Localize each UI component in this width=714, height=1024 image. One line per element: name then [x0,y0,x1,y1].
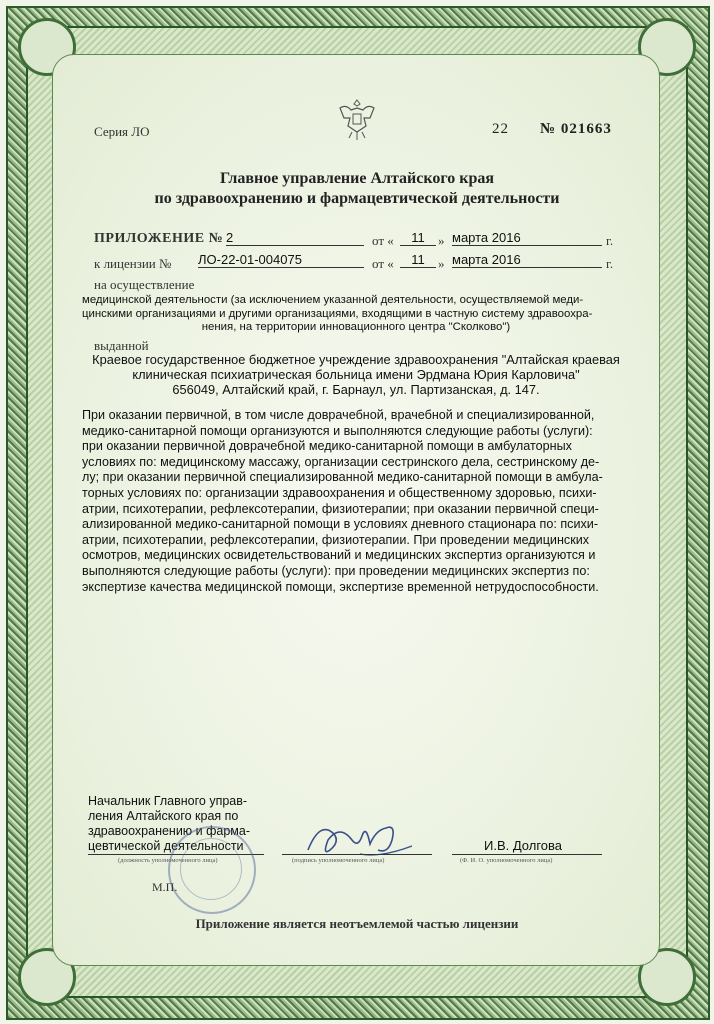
services-line: атрии, психотерапии, рефлексотерапии, физиотерапии; при оказании первичной специ- [82,501,599,516]
organization-address: 656049, Алтайский край, г. Барнаул, ул. Партизанская, д. 147. [172,382,540,397]
position-line: Начальник Главного управ- [88,794,248,808]
issued-organization [82,352,630,397]
license-day: 11 [400,252,436,268]
services-text [82,408,630,595]
services-line: При оказании первичной, в том числе доврачебной, врачебной и специализированной, [82,408,595,422]
services-line: осмотров, медицинских освидетельствований и медицинских экспертиз организуются и [82,548,596,563]
seal-place-label: М.П. [152,880,178,894]
appendix-label: ПРИЛОЖЕНИЕ № [94,231,224,246]
organization-line: клиническая психиатрическая больница имени Эрдмана Юрия Карловича" [132,367,580,382]
number-sign: № [540,121,557,137]
official-stamp-inner [180,838,242,900]
appendix-from-label: от « [372,233,394,248]
coat-of-arms-icon [336,96,378,142]
form-number-value: 021663 [560,121,612,137]
services-line: атрии, психотерапии, рефлексотерапии, физиотерапии. При проведении медицинских [82,532,590,547]
services-line: выполняются следующие работы (услуги): при проведении медицинских экспертиз по: [82,563,590,578]
services-line: медико-санитарной помощи организуются и выполняются следующие работы (услуги): [82,423,593,438]
signature-underline [282,854,432,855]
footer-note: Приложение является неотъемлемой частью лицензии [195,916,519,931]
name-underline [452,854,602,855]
license-label: к лицензии № [94,256,172,271]
license-month-year: марта 2016 [452,252,602,268]
services-line: торных условиях по: организации здравоохранения и общественному здоровью, психи- [82,485,597,500]
position-line: ления Алтайского края по [88,809,239,823]
position-line: цевтической деятельности [88,839,244,853]
issuer-title-line-2: по здравоохранению и фармацевтической деятельности [154,190,560,207]
services-line: при оказании первичной доврачебной медико-санитарной помощи в амбулаторных [82,439,572,454]
signatory-name: И.В. Долгова [484,838,563,853]
services-line: лу; при оказании первичной специализированной медико-санитарной помощи в амбула- [82,470,603,485]
position-line: здравоохранению и фарма- [88,824,251,838]
activity-line: цинскими организациями и другими организациями, входящими в частную систему здравоохра- [82,307,593,320]
activity-label: на осуществление [94,277,195,292]
license-year-suffix: г. [606,256,614,271]
services-line: условиях по: медицинскому массажу, организации сестринского дела, сестринскому де- [82,454,600,469]
signature-caption: (подпись уполномоченного лица) [292,857,385,864]
license-number: ЛО-22-01-004075 [198,252,364,268]
appendix-month-year: марта 2016 [452,230,602,246]
form-number [540,121,612,138]
appendix-close-quote: » [438,233,445,248]
name-caption: (Ф. И. О. уполномоченного лица) [460,857,553,864]
services-line: ализированной медико-санитарной помощи в условиях дневного стационара по: психи- [82,517,599,532]
activity-line: нения, на территории инновационного центра "Сколково") [201,321,511,334]
series-label: Серия ЛО [94,124,150,139]
position-caption: (должность уполномоченного лица) [118,857,218,864]
appendix-day: 11 [400,230,436,246]
license-close-quote: » [438,256,445,271]
appendix-year-suffix: г. [606,233,614,248]
appendix-number: 2 [226,230,364,246]
issued-label: выданной [94,338,149,353]
issuer-title-line-1: Главное управление Алтайского края [219,170,495,187]
activity-line: медицинской деятельности (за исключением указанной деятельности, осуществляемой меди- [82,294,584,306]
region-code: 22 [492,121,509,137]
organization-line: Краевое государственное бюджетное учреждение здравоохранения "Алтайская краевая [92,352,620,367]
activity-text [82,294,630,335]
license-from-label: от « [372,256,394,271]
services-line: экспертизе качества медицинской помощи, экспертизе временной нетрудоспособности. [82,579,599,594]
